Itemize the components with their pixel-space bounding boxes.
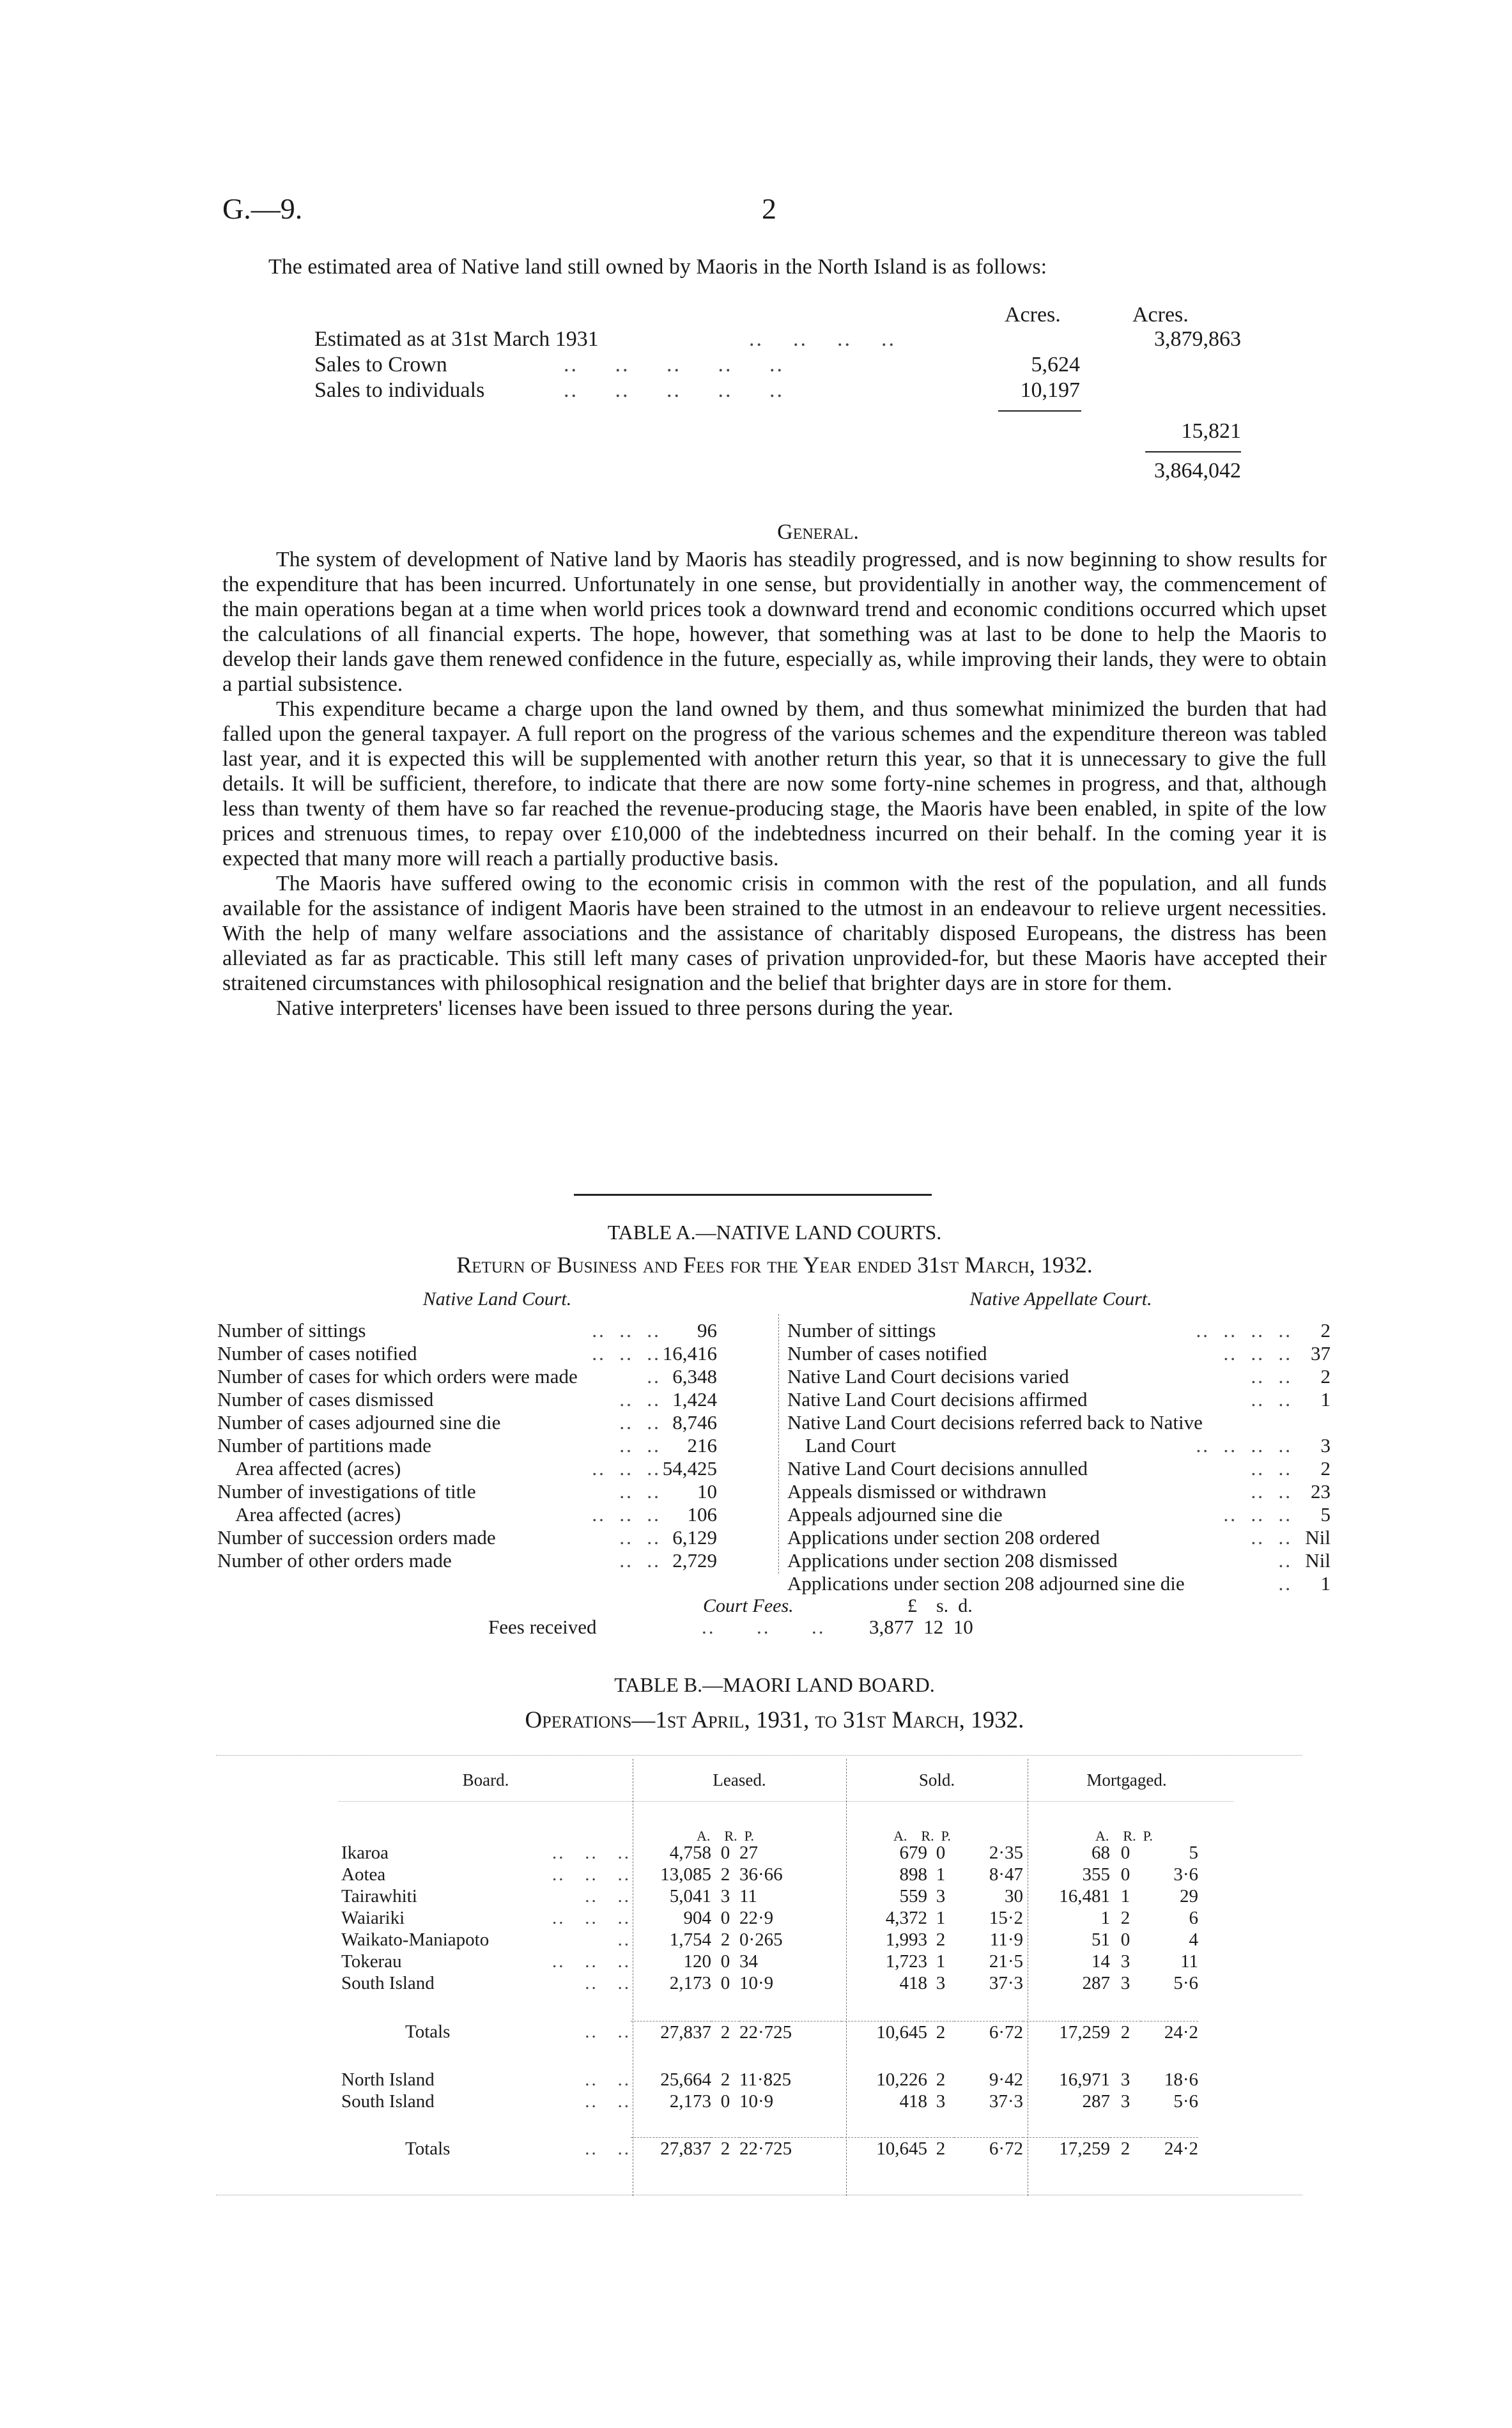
paragraph: This expenditure became a charge upon the land owned by them, and thus somewhat minimized the burden that had falled upon the general taxpayer. A full report on the progress of the various schemes and the expenditure thereon was tabled last year, and it is expected this will be supplemented with another return this year, so that it is unnecessary to give the full details. It will be sufficient, therefore, to indicate that there are now some forty-nine schemes in progress, and that, although less than twenty of them have so far reached the revenue-producing stage, the Maoris have been enabled, in spite of the low prices and strenuous times, to repay over £10,000 of the indebtedness incurred on their behalf. In the coming year it is expected that many more will reach a partially productive basis. [222, 697, 1327, 870]
area-row-label: Sales to individuals [314, 378, 485, 402]
area-row-value: 10,197 [1020, 378, 1080, 402]
table-row: Native Land Court decisions affirmed .. .. 1 [787, 1388, 1331, 1411]
paragraph: The system of development of Native land by Maoris has steadily progressed, and is now beginning to show results for the expenditure that has been incurred. Unfortunately in one sense, but providentially in another way, the commencement of the main operations began at a time when world prices took a downward trend and economic conditions occurred which upset the calculations of all financial experts. The hope, however, that something was at last to be done to help the Maoris to develop their lands gave them renewed confidence in the future, especially as, while improving their lands, they were to obtain a partial subsistence. [222, 548, 1327, 696]
paragraph: Native interpreters' licenses have been issued to three persons during the year. [276, 996, 953, 1020]
area-total: 3,864,042 [1154, 459, 1241, 483]
table-row: Appeals dismissed or withdrawn .. .. 23 [787, 1480, 1331, 1503]
table-row: Number of investigations of title .. .. 10 [217, 1480, 717, 1503]
series-code: G.—9. [222, 192, 303, 225]
paragraph: The Maoris have suffered owing to the economic crisis in common with the rest of the population, and all funds available for the assistance of indigent Maoris have been strained to the utmost in an endeavour to relieve urgent necessities. With the help of many welfare associations and the assistance of charitably disposed Europeans, the distress has been alleviated as far as practicable. This still left many cases of privation unprovided-for, but these Maoris have accepted their straitened circumstances with philosophical resignation and the belief that brighter days are in store for them. [222, 872, 1327, 995]
table-b: Board. Leased. Sold. Mortgaged. A. R. P. A. R. P. A. R. P. [0, 0, 1512, 2428]
table-row: Appeals adjourned sine die .. .. .. 5 [787, 1503, 1331, 1526]
table-row: South Island .. .. 2,173 0 10·9 418 3 37·3 287 3 5·6 [341, 2091, 1198, 2112]
page-number: 2 [762, 192, 776, 225]
area-intro: The estimated area of Native land still owned by Maoris in the North Island is as follows: [268, 255, 1047, 279]
table-row: Number of other orders made .. .. 2,729 [217, 1549, 717, 1572]
table-row: Number of cases for which orders were made .. 6,348 [217, 1365, 717, 1388]
table-row: Applications under section 208 ordered .. .. Nil [787, 1526, 1331, 1549]
table-row: Waiariki .. .. .. 904 0 22·9 4,372 1 15·2 1 2 6 [341, 1908, 1198, 1928]
acres-head-2: Acres. [1132, 303, 1189, 327]
table-row: Number of cases notified .. .. .. 16,416 [217, 1342, 717, 1365]
table-row: North Island .. .. 25,664 2 11·825 10,226 2 9·42 16,971 3 18·6 [341, 2069, 1198, 2090]
appellate-court-heading: Native Appellate Court. [969, 1288, 1152, 1310]
table-row: Number of cases dismissed .. .. 1,424 [217, 1388, 717, 1411]
table-row: Ikaroa .. .. .. 4,758 0 27 679 0 2·35 68 0 5 [341, 1843, 1198, 1863]
table-row: Waikato-Maniapoto .. 1,754 2 0·265 1,993 2 11·9 51 0 4 [341, 1929, 1198, 1950]
area-row-label: Estimated as at 31st March 1931 [314, 327, 599, 351]
table-a-subtitle: Return of Business and Fees for the Year ended 31st March, 1932. [456, 1252, 1093, 1278]
header-rule [339, 1801, 1233, 1802]
table-row: Number of succession orders made .. .. 6,129 [217, 1526, 717, 1549]
board-table [341, 1842, 1198, 2160]
table-row: Number of partitions made .. .. 216 [217, 1434, 717, 1457]
table-row: Number of cases adjourned sine die .. .. 8,746 [217, 1411, 717, 1434]
totals-row: Totals .. .. 27,837 2 22·725 10,645 2 6·72 17,259 2 24·2 [405, 2022, 1198, 2043]
table-row: Area affected (acres) .. .. .. 106 [235, 1503, 717, 1526]
table-b-title: TABLE B.—MAORI LAND BOARD. [614, 1673, 935, 1696]
table-row: Applications under section 208 dismissed .. Nil [787, 1549, 1331, 1572]
col-head-mortgaged: Mortgaged. [1086, 1770, 1167, 1790]
table-row: Area affected (acres) .. .. .. 54,425 [235, 1457, 717, 1480]
native-land-court-heading: Native Land Court. [422, 1288, 572, 1310]
area-subtotal: 15,821 [1181, 419, 1241, 443]
table-row: Land Court .. .. .. .. 3 [805, 1434, 1331, 1457]
table-row: Tokerau .. .. .. 120 0 34 1,723 1 21·5 14 3 11 [341, 1951, 1198, 1972]
totals-row: Totals .. .. 27,837 2 22·725 10,645 2 6·72 17,259 2 24·2 [405, 2138, 1198, 2159]
col-head-sold: Sold. [918, 1770, 955, 1790]
general-heading: General. [777, 520, 859, 544]
table-row: Applications under section 208 adjourned sine die .. 1 [787, 1572, 1331, 1595]
court-fees-heading: Court Fees. [703, 1595, 794, 1616]
acres-head-1: Acres. [1005, 303, 1061, 327]
table-row: Number of sittings .. .. .. 96 [217, 1319, 717, 1342]
area-row-value: 3,879,863 [1154, 327, 1241, 351]
table-row: Native Land Court decisions referred back to Native [787, 1411, 1203, 1434]
fees-received-amount: 3,877 12 10 [869, 1616, 973, 1638]
table-row: Tairawhiti .. .. 5,041 3 11 559 3 30 16,481 1 29 [341, 1886, 1198, 1906]
table-row: Number of cases notified .. .. .. 37 [787, 1342, 1331, 1365]
area-row-value: 5,624 [1031, 353, 1080, 376]
col-head-leased: Leased. [713, 1770, 766, 1790]
table-row: Native Land Court decisions varied .. .. 2 [787, 1365, 1331, 1388]
table-a-title: TABLE A.—NATIVE LAND COURTS. [607, 1221, 942, 1244]
area-row-label: Sales to Crown [314, 353, 447, 376]
table-row: Number of sittings .. .. .. .. 2 [787, 1319, 1331, 1342]
currency-units: £ s. d. [907, 1595, 973, 1616]
fees-received-label: Fees received [488, 1616, 597, 1638]
col-head-board: Board. [462, 1770, 509, 1790]
table-row: Aotea .. .. .. 13,085 2 36·66 898 1 8·47 355 0 3·6 [341, 1864, 1198, 1885]
table-b-subtitle: Operations—1st April, 1931, to 31st March, 1932. [525, 1707, 1024, 1733]
table-row: Native Land Court decisions annulled .. .. 2 [787, 1457, 1331, 1480]
table-row: South Island .. .. 2,173 0 10·9 418 3 37·3 287 3 5·6 [341, 1973, 1198, 1993]
